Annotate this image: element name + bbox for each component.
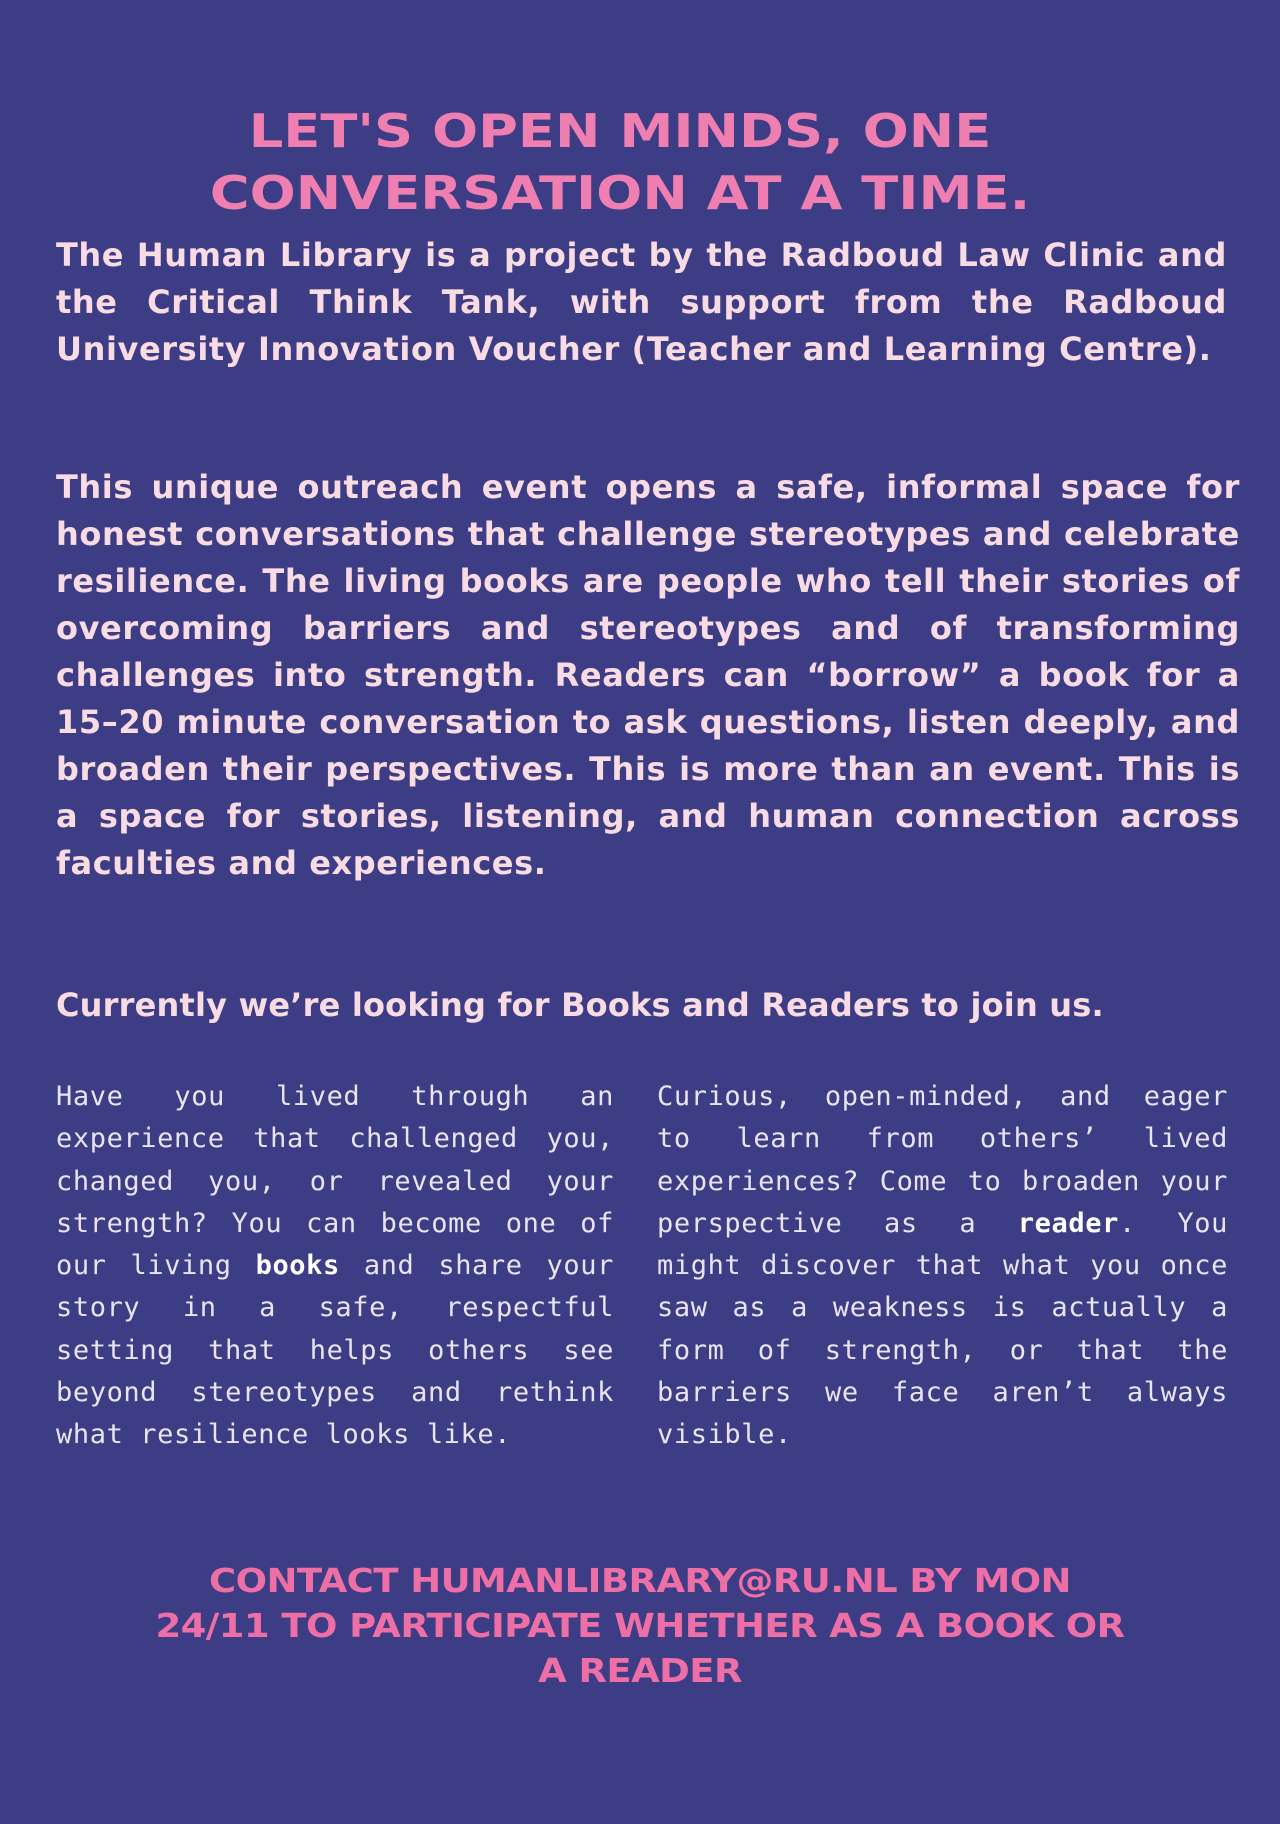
- headline-line-1: LET'S OPEN MINDS, ONE: [248, 104, 992, 158]
- headline-line-2: CONVERSATION AT A TIME.: [209, 166, 1031, 220]
- books-text-after: and share your story in a safe, respectful setting that helps others see beyond stereotypes and rethink what resilience looks like.: [56, 1250, 614, 1451]
- contact-line-1: CONTACT HUMANLIBRARY@RU.NL BY MON: [209, 1561, 1071, 1600]
- books-column: [56, 1076, 614, 1457]
- intro-paragraph-event: This unique outreach event opens a safe, informal space for honest conversations that challenge stereotypes and celebrate resilience. The living books are people who tell their stories of overcoming barriers and stereotypes and of transforming challenges into strength. Readers can “borrow” a book for a 15–20 minute conversation to ask questions, listen deeply, and broaden their perspectives. This is more than an event. This is a space for stories, listening, and human connection across faculties and experiences.: [56, 468, 1240, 882]
- readers-bold-word: reader: [1017, 1207, 1119, 1239]
- contact-line-2: 24/11 TO PARTICIPATE WHETHER AS A BOOK OR: [155, 1606, 1125, 1645]
- readers-column: [657, 1076, 1228, 1457]
- books-bold-word: books: [255, 1250, 340, 1282]
- readers-text-before: Curious, open-minded, and eager to learn from others’ lived experiences? Come to broaden your perspective as a: [657, 1081, 1228, 1239]
- contact-line-3: A READER: [538, 1651, 742, 1690]
- readers-text-after: . You might discover that what you once saw as a weakness is actually a form of strength, or that the barriers we face aren’t always visible.: [657, 1207, 1229, 1451]
- call-heading: Currently we’re looking for Books and Readers to join us.: [56, 986, 1104, 1024]
- intro-paragraph-project: The Human Library is a project by the Radboud Law Clinic and the Critical Think Tank, with support from the Radboud University Innovation Voucher (Teacher and Learning Centre).: [56, 236, 1227, 368]
- books-text-before: Have you lived through an experience that challenged you, changed you, or revealed your strength? You can become one of our living: [56, 1081, 614, 1282]
- headline: [30, 100, 1210, 224]
- contact-callout: [4, 1558, 1276, 1693]
